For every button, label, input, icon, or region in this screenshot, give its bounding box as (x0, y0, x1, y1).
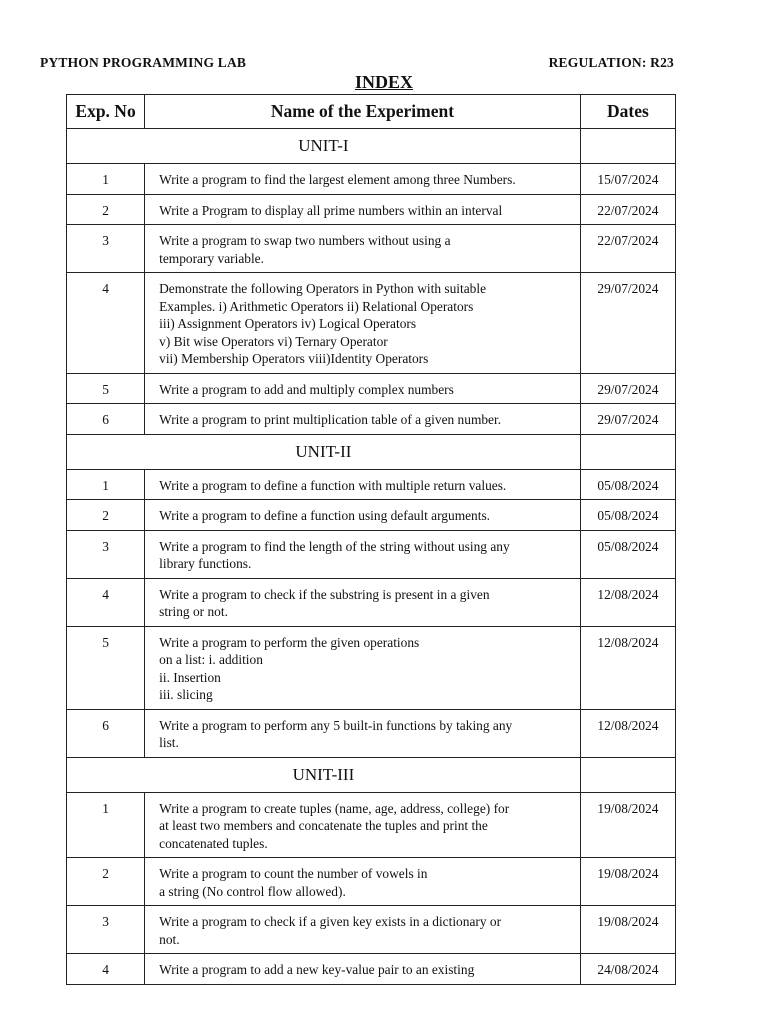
table-row (67, 469, 676, 500)
experiment-name-line: Write a program to perform the given operations (159, 634, 420, 650)
table-row (67, 194, 676, 225)
column-header-name: Name of the Experiment (145, 95, 581, 129)
experiment-name-cell (145, 954, 581, 985)
lab-name: PYTHON PROGRAMMING LAB (40, 55, 247, 70)
experiment-name-line: library functions. (159, 556, 252, 571)
date-cell: 12/08/2024 (580, 626, 675, 709)
experiment-name-line: Write a program to find the length of the string without using any (159, 538, 510, 554)
experiment-name-line: string or not. (159, 604, 228, 619)
experiment-name-line: iii. slicing (159, 687, 213, 702)
experiment-name-line: Write a program to add a new key-value pair to an existing (159, 962, 475, 977)
exp-no-cell: 2 (67, 194, 145, 225)
unit-title: UNIT-II (67, 434, 581, 469)
table-row (67, 225, 676, 273)
table-row (67, 500, 676, 531)
experiment-name-line: on a list: i. addition (159, 652, 263, 667)
table-body (67, 129, 676, 985)
experiment-name-cell (145, 500, 581, 531)
exp-no-cell: 1 (67, 164, 145, 195)
date-cell: 19/08/2024 (580, 858, 675, 906)
exp-no-cell: 4 (67, 273, 145, 374)
exp-no-cell: 4 (67, 578, 145, 626)
date-cell: 15/07/2024 (580, 164, 675, 195)
experiment-name-line: v) Bit wise Operators vi) Ternary Operator (159, 333, 388, 349)
date-cell: 29/07/2024 (580, 273, 675, 374)
experiment-name-cell (145, 578, 581, 626)
unit-title: UNIT-I (67, 129, 581, 164)
experiment-name-cell (145, 404, 581, 435)
unit-date-cell (580, 434, 675, 469)
exp-no-cell: 1 (67, 792, 145, 858)
table-row (67, 954, 676, 985)
date-cell: 29/07/2024 (580, 373, 675, 404)
exp-no-cell: 3 (67, 906, 145, 954)
experiment-name-line: Examples. i) Arithmetic Operators ii) Relational Operators (159, 298, 474, 314)
experiment-name-line: temporary variable. (159, 250, 264, 266)
exp-no-cell: 2 (67, 858, 145, 906)
unit-title: UNIT-III (67, 757, 581, 792)
table-row (67, 273, 676, 374)
date-cell: 19/08/2024 (580, 906, 675, 954)
experiment-name-line: Write a program to define a function with multiple return values. (159, 477, 507, 493)
unit-row (67, 757, 676, 792)
exp-no-cell: 5 (67, 626, 145, 709)
exp-no-cell: 4 (67, 954, 145, 985)
date-cell: 05/08/2024 (580, 530, 675, 578)
experiment-name-line: at least two members and concatenate the tuples and print the (159, 818, 488, 833)
date-cell: 19/08/2024 (580, 792, 675, 858)
experiment-name-line: list. (159, 735, 179, 750)
experiment-name-cell (145, 626, 581, 709)
exp-no-cell: 3 (67, 530, 145, 578)
experiment-name-line: Write a Program to display all prime numbers within an interval (159, 202, 503, 218)
exp-no-cell: 3 (67, 225, 145, 273)
experiment-name-cell (145, 164, 581, 195)
unit-row (67, 434, 676, 469)
experiment-name-line: Write a program to print multiplication table of a given number. (159, 412, 502, 427)
date-cell: 24/08/2024 (580, 954, 675, 985)
experiment-name-line: concatenated tuples. (159, 835, 268, 851)
date-cell: 22/07/2024 (580, 225, 675, 273)
experiment-name-line: iii) Assignment Operators iv) Logical Operators (159, 316, 417, 331)
column-header-exp-no: Exp. No (67, 95, 145, 129)
experiment-name-cell (145, 194, 581, 225)
experiment-name-line: Write a program to swap two numbers without using a (159, 233, 451, 248)
unit-date-cell (580, 129, 675, 164)
exp-no-cell: 2 (67, 500, 145, 531)
experiment-name-cell (145, 225, 581, 273)
experiment-name-cell (145, 273, 581, 374)
experiment-name-cell (145, 906, 581, 954)
exp-no-cell: 5 (67, 373, 145, 404)
experiment-name-cell (145, 469, 581, 500)
table-row (67, 709, 676, 757)
table-row (67, 578, 676, 626)
regulation: REGULATION: R23 (548, 55, 674, 70)
experiment-name-line: Write a program to perform any 5 built-in functions by taking any (159, 717, 513, 733)
column-header-dates: Dates (580, 95, 675, 129)
unit-date-cell (580, 757, 675, 792)
experiment-name-line: ii. Insertion (159, 669, 221, 685)
table-row (67, 906, 676, 954)
date-cell: 12/08/2024 (580, 578, 675, 626)
table-row (67, 792, 676, 858)
experiment-name-line: Write a program to count the number of vowels in (159, 866, 428, 881)
date-cell: 12/08/2024 (580, 709, 675, 757)
experiment-index-table (66, 94, 676, 985)
experiment-name-cell (145, 858, 581, 906)
exp-no-cell: 6 (67, 709, 145, 757)
experiment-name-cell (145, 373, 581, 404)
table-row (67, 164, 676, 195)
table-row (67, 404, 676, 435)
table-row (67, 373, 676, 404)
experiment-name-cell (145, 792, 581, 858)
experiment-name-line: a string (No control flow allowed). (159, 883, 346, 899)
experiment-name-line: Write a program to check if the substring is present in a given (159, 586, 490, 602)
experiment-name-line: Write a program to check if a given key exists in a dictionary or (159, 914, 502, 929)
experiment-name-line: Demonstrate the following Operators in Python with suitable (159, 281, 487, 296)
experiment-name-cell (145, 530, 581, 578)
experiment-name-line: Write a program to create tuples (name, age, address, college) for (159, 800, 510, 816)
date-cell: 29/07/2024 (580, 404, 675, 435)
date-cell: 05/08/2024 (580, 500, 675, 531)
experiment-name-line: Write a program to define a function using default arguments. (159, 508, 491, 523)
exp-no-cell: 1 (67, 469, 145, 500)
table-row (67, 858, 676, 906)
page-title: INDEX (354, 72, 413, 92)
date-cell: 05/08/2024 (580, 469, 675, 500)
table-row (67, 626, 676, 709)
date-cell: 22/07/2024 (580, 194, 675, 225)
exp-no-cell: 6 (67, 404, 145, 435)
experiment-name-line: vii) Membership Operators viii)Identity Operators (159, 351, 429, 366)
experiment-name-line: Write a program to add and multiply complex numbers (159, 381, 454, 397)
table-header-row (67, 95, 676, 129)
experiment-name-cell (145, 709, 581, 757)
experiment-name-line: not. (159, 931, 180, 947)
unit-row (67, 129, 676, 164)
experiment-name-line: Write a program to find the largest element among three Numbers. (159, 172, 516, 187)
table-row (67, 530, 676, 578)
